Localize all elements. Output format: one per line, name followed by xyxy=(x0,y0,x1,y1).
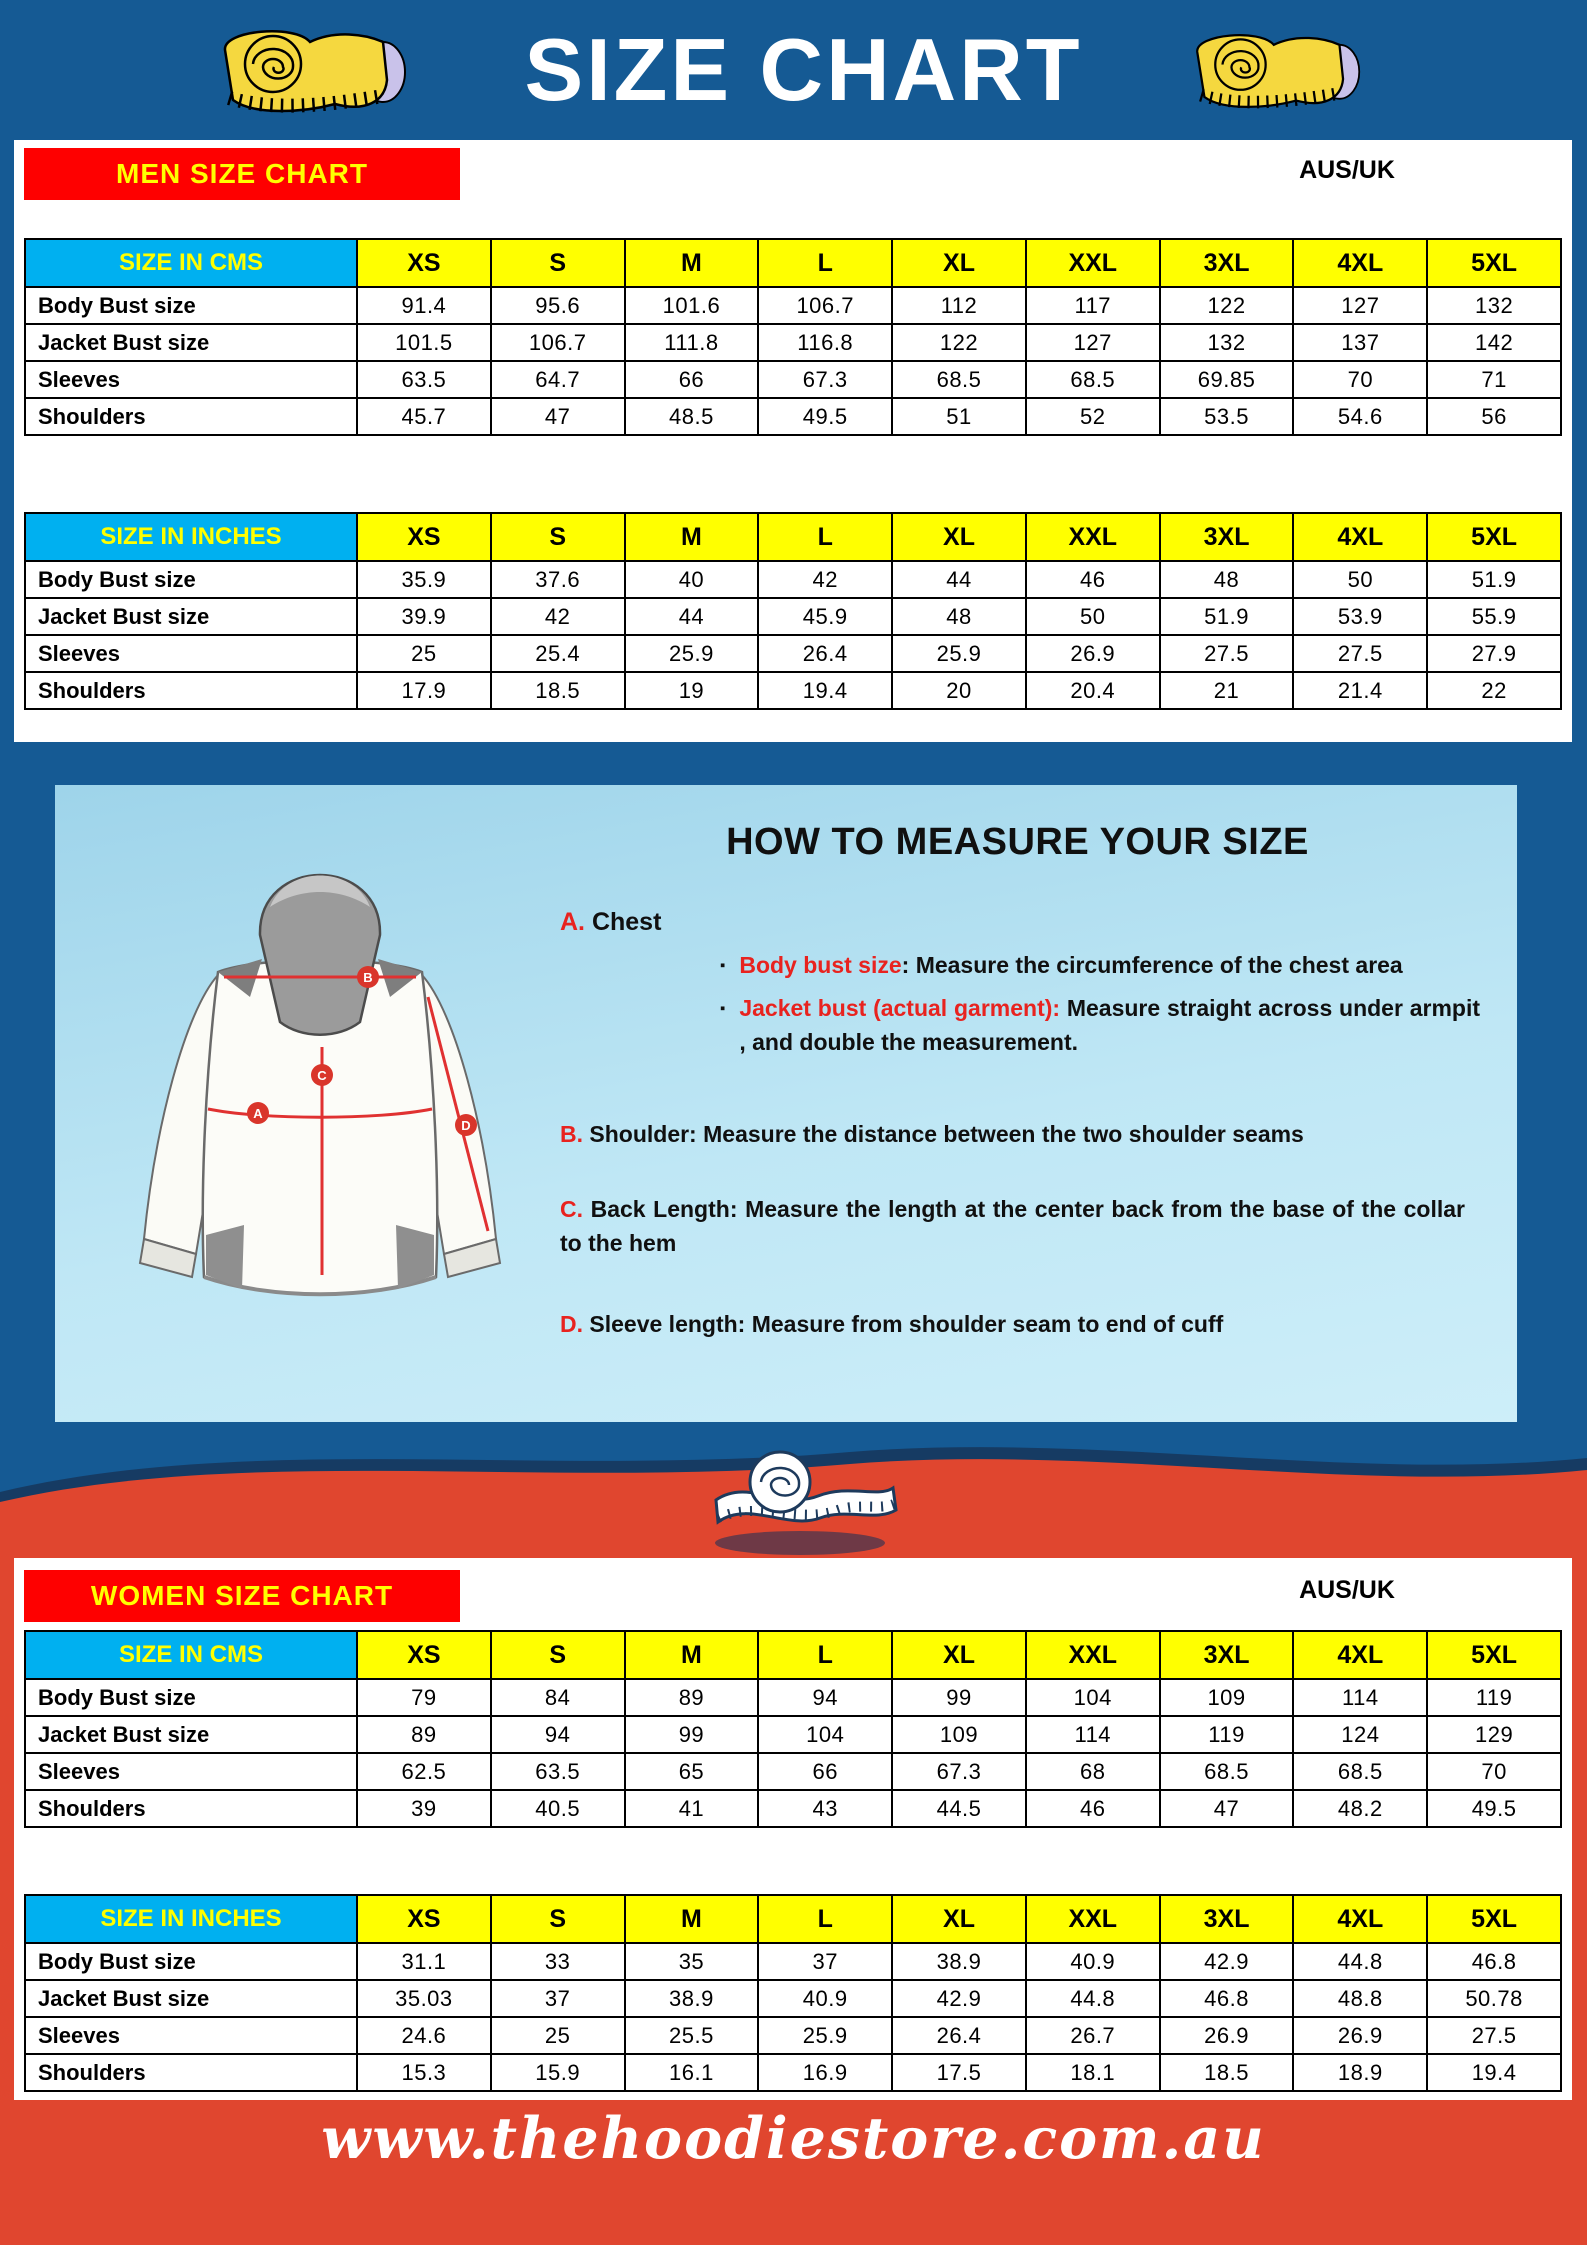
size-value: 20.4 xyxy=(1027,673,1159,708)
size-value: 26.9 xyxy=(1027,636,1159,671)
row-label: Sleeves xyxy=(26,636,356,671)
size-header: 4XL xyxy=(1294,1632,1426,1678)
letter-a: A. xyxy=(560,908,585,936)
size-value: 70 xyxy=(1428,1754,1560,1789)
size-header: 5XL xyxy=(1428,514,1560,560)
size-value: 99 xyxy=(893,1680,1025,1715)
size-value: 26.7 xyxy=(1027,2018,1159,2053)
size-header: XL xyxy=(893,1896,1025,1942)
size-value: 94 xyxy=(759,1680,891,1715)
women-cms-table xyxy=(24,1630,1562,1828)
size-value: 66 xyxy=(626,362,758,397)
size-value: 63.5 xyxy=(358,362,490,397)
men-chart-tag: MEN SIZE CHART xyxy=(24,148,460,200)
size-value: 25.5 xyxy=(626,2018,758,2053)
size-value: 44 xyxy=(626,599,758,634)
size-header: XXL xyxy=(1027,1632,1159,1678)
size-value: 40.5 xyxy=(492,1791,624,1826)
row-label: Sleeves xyxy=(26,362,356,397)
size-value: 56 xyxy=(1428,399,1560,434)
size-header: XS xyxy=(358,1632,490,1678)
size-value: 19.4 xyxy=(759,673,891,708)
size-value: 51 xyxy=(893,399,1025,434)
size-value: 18.5 xyxy=(1161,2055,1293,2090)
size-value: 27.5 xyxy=(1161,636,1293,671)
size-header: XXL xyxy=(1027,1896,1159,1942)
row-label: Shoulders xyxy=(26,1791,356,1826)
size-value: 19.4 xyxy=(1428,2055,1560,2090)
size-value: 21.4 xyxy=(1294,673,1426,708)
size-value: 44.8 xyxy=(1294,1944,1426,1979)
size-header: XS xyxy=(358,240,490,286)
size-value: 27.5 xyxy=(1428,2018,1560,2053)
website-url: www.thehoodiestore.com.au xyxy=(321,2105,1266,2172)
row-label: Sleeves xyxy=(26,2018,356,2053)
size-value: 124 xyxy=(1294,1717,1426,1752)
size-value: 46.8 xyxy=(1428,1944,1560,1979)
size-value: 129 xyxy=(1428,1717,1560,1752)
page-title: SIZE CHART xyxy=(524,20,1083,119)
bullet-body-bust: ▪ Body bust size: Measure the circumference of the chest area xyxy=(720,949,1480,982)
svg-text:B: B xyxy=(363,970,373,985)
size-header: XS xyxy=(358,514,490,560)
row-label: Jacket Bust size xyxy=(26,1717,356,1752)
size-value: 41 xyxy=(626,1791,758,1826)
size-value: 25 xyxy=(492,2018,624,2053)
size-value: 119 xyxy=(1161,1717,1293,1752)
row-label: Body Bust size xyxy=(26,1944,356,1979)
size-header: L xyxy=(759,1896,891,1942)
size-value: 67.3 xyxy=(759,362,891,397)
size-value: 42 xyxy=(759,562,891,597)
size-value: 50 xyxy=(1027,599,1159,634)
measure-item-back-length: C. Back Length: Measure the length at the center back from the base of the collar to the hem xyxy=(560,1195,1465,1257)
region-label: AUS/UK xyxy=(1299,156,1395,184)
size-value: 22 xyxy=(1428,673,1560,708)
size-value: 46 xyxy=(1027,562,1159,597)
size-value: 68.5 xyxy=(1294,1754,1426,1789)
size-header: 5XL xyxy=(1428,1632,1560,1678)
size-value: 127 xyxy=(1027,325,1159,360)
size-header: XL xyxy=(893,240,1025,286)
size-header: M xyxy=(626,240,758,286)
size-value: 68.5 xyxy=(1161,1754,1293,1789)
size-value: 114 xyxy=(1294,1680,1426,1715)
size-header: 5XL xyxy=(1428,240,1560,286)
size-value: 52 xyxy=(1027,399,1159,434)
size-value: 25 xyxy=(358,636,490,671)
svg-text:A: A xyxy=(253,1106,263,1121)
size-value: 25.9 xyxy=(759,2018,891,2053)
size-header: 4XL xyxy=(1294,1896,1426,1942)
size-value: 26.4 xyxy=(893,2018,1025,2053)
size-value: 69.85 xyxy=(1161,362,1293,397)
men-inches-table xyxy=(24,512,1562,710)
tape-measure-icon-left xyxy=(215,20,420,120)
size-value: 42.9 xyxy=(893,1981,1025,2016)
size-value: 44 xyxy=(893,562,1025,597)
size-value: 21 xyxy=(1161,673,1293,708)
size-value: 106.7 xyxy=(759,288,891,323)
unit-header: SIZE IN CMS xyxy=(26,240,356,286)
unit-header: SIZE IN CMS xyxy=(26,1632,356,1678)
size-value: 37.6 xyxy=(492,562,624,597)
size-value: 24.6 xyxy=(358,2018,490,2053)
size-value: 67.3 xyxy=(893,1754,1025,1789)
size-value: 119 xyxy=(1428,1680,1560,1715)
size-value: 122 xyxy=(1161,288,1293,323)
bullet-jacket-bust: ▪ Jacket bust (actual garment): Measure straight across under armpit , and double the measurement. xyxy=(720,992,1480,1059)
size-header: XL xyxy=(893,514,1025,560)
size-value: 45.7 xyxy=(358,399,490,434)
size-value: 109 xyxy=(1161,1680,1293,1715)
row-label: Shoulders xyxy=(26,399,356,434)
size-value: 89 xyxy=(626,1680,758,1715)
size-value: 38.9 xyxy=(626,1981,758,2016)
size-value: 95.6 xyxy=(492,288,624,323)
row-label: Shoulders xyxy=(26,2055,356,2090)
size-value: 33 xyxy=(492,1944,624,1979)
size-value: 48 xyxy=(1161,562,1293,597)
svg-text:C: C xyxy=(317,1068,327,1083)
size-value: 38.9 xyxy=(893,1944,1025,1979)
size-value: 62.5 xyxy=(358,1754,490,1789)
size-header: 4XL xyxy=(1294,514,1426,560)
size-header: XL xyxy=(893,1632,1025,1678)
size-header: 3XL xyxy=(1161,514,1293,560)
size-value: 132 xyxy=(1161,325,1293,360)
row-label: Jacket Bust size xyxy=(26,325,356,360)
size-value: 35.03 xyxy=(358,1981,490,2016)
unit-header: SIZE IN INCHES xyxy=(26,1896,356,1942)
size-value: 25.4 xyxy=(492,636,624,671)
size-value: 35.9 xyxy=(358,562,490,597)
measure-item-shoulder: B. Shoulder: Measure the distance between the two shoulder seams xyxy=(560,1121,1304,1148)
size-value: 48 xyxy=(893,599,1025,634)
size-value: 37 xyxy=(492,1981,624,2016)
size-header: 3XL xyxy=(1161,1896,1293,1942)
size-value: 42 xyxy=(492,599,624,634)
size-header: M xyxy=(626,514,758,560)
size-header: S xyxy=(492,240,624,286)
women-chart-tag: WOMEN SIZE CHART xyxy=(24,1570,460,1622)
size-header: 4XL xyxy=(1294,240,1426,286)
size-value: 17.5 xyxy=(893,2055,1025,2090)
row-label: Shoulders xyxy=(26,673,356,708)
size-value: 53.9 xyxy=(1294,599,1426,634)
size-value: 46.8 xyxy=(1161,1981,1293,2016)
size-value: 42.9 xyxy=(1161,1944,1293,1979)
size-header: M xyxy=(626,1632,758,1678)
size-header: 5XL xyxy=(1428,1896,1560,1942)
size-value: 104 xyxy=(759,1717,891,1752)
size-value: 51.9 xyxy=(1161,599,1293,634)
size-value: 44.5 xyxy=(893,1791,1025,1826)
page-header xyxy=(0,0,1587,140)
size-value: 122 xyxy=(893,325,1025,360)
size-value: 112 xyxy=(893,288,1025,323)
size-value: 17.9 xyxy=(358,673,490,708)
size-value: 99 xyxy=(626,1717,758,1752)
size-header: L xyxy=(759,240,891,286)
size-value: 40.9 xyxy=(1027,1944,1159,1979)
size-value: 68 xyxy=(1027,1754,1159,1789)
size-value: 66 xyxy=(759,1754,891,1789)
size-value: 70 xyxy=(1294,362,1426,397)
size-value: 39 xyxy=(358,1791,490,1826)
row-label: Jacket Bust size xyxy=(26,599,356,634)
size-value: 45.9 xyxy=(759,599,891,634)
measure-instructions xyxy=(560,785,1480,1341)
size-value: 50 xyxy=(1294,562,1426,597)
row-label: Body Bust size xyxy=(26,288,356,323)
size-value: 27.9 xyxy=(1428,636,1560,671)
size-value: 51.9 xyxy=(1428,562,1560,597)
size-value: 16.1 xyxy=(626,2055,758,2090)
size-value: 64.7 xyxy=(492,362,624,397)
bullet-square-icon: ▪ xyxy=(720,957,726,974)
size-value: 25.9 xyxy=(893,636,1025,671)
size-value: 53.5 xyxy=(1161,399,1293,434)
size-value: 68.5 xyxy=(893,362,1025,397)
measure-section-a xyxy=(560,908,1475,937)
size-header: XXL xyxy=(1027,240,1159,286)
size-value: 18.1 xyxy=(1027,2055,1159,2090)
size-value: 43 xyxy=(759,1791,891,1826)
size-value: 71 xyxy=(1428,362,1560,397)
size-value: 101.6 xyxy=(626,288,758,323)
size-value: 101.5 xyxy=(358,325,490,360)
size-value: 49.5 xyxy=(759,399,891,434)
size-header: XS xyxy=(358,1896,490,1942)
size-value: 65 xyxy=(626,1754,758,1789)
size-value: 142 xyxy=(1428,325,1560,360)
size-value: 127 xyxy=(1294,288,1426,323)
men-cms-table xyxy=(24,238,1562,436)
size-value: 46 xyxy=(1027,1791,1159,1826)
bullet-square-icon: ▪ xyxy=(720,1000,726,1018)
size-value: 54.6 xyxy=(1294,399,1426,434)
size-value: 18.9 xyxy=(1294,2055,1426,2090)
size-value: 94 xyxy=(492,1717,624,1752)
size-value: 68.5 xyxy=(1027,362,1159,397)
size-value: 26.4 xyxy=(759,636,891,671)
size-value: 137 xyxy=(1294,325,1426,360)
how-to-measure-panel xyxy=(55,785,1517,1422)
size-value: 31.1 xyxy=(358,1944,490,1979)
size-value: 25.9 xyxy=(626,636,758,671)
men-size-chart-panel xyxy=(14,140,1572,742)
section-a-bullets xyxy=(720,949,1480,1059)
svg-text:D: D xyxy=(461,1118,471,1133)
women-inches-table xyxy=(24,1894,1562,2092)
size-value: 79 xyxy=(358,1680,490,1715)
size-value: 63.5 xyxy=(492,1754,624,1789)
size-value: 18.5 xyxy=(492,673,624,708)
size-value: 26.9 xyxy=(1161,2018,1293,2053)
size-value: 44.8 xyxy=(1027,1981,1159,2016)
size-value: 104 xyxy=(1027,1680,1159,1715)
row-label: Body Bust size xyxy=(26,562,356,597)
size-value: 116.8 xyxy=(759,325,891,360)
size-value: 26.9 xyxy=(1294,2018,1426,2053)
region-label: AUS/UK xyxy=(1299,1576,1395,1604)
size-value: 20 xyxy=(893,673,1025,708)
size-header: 3XL xyxy=(1161,1632,1293,1678)
tape-measure-icon-middle xyxy=(688,1438,903,1563)
size-value: 48.8 xyxy=(1294,1981,1426,2016)
size-value: 49.5 xyxy=(1428,1791,1560,1826)
unit-header: SIZE IN INCHES xyxy=(26,514,356,560)
size-header: 3XL xyxy=(1161,240,1293,286)
size-value: 37 xyxy=(759,1944,891,1979)
size-value: 91.4 xyxy=(358,288,490,323)
size-header: L xyxy=(759,1632,891,1678)
jacket-back-diagram xyxy=(100,807,540,1392)
size-value: 55.9 xyxy=(1428,599,1560,634)
size-value: 15.9 xyxy=(492,2055,624,2090)
size-value: 47 xyxy=(1161,1791,1293,1826)
size-header: L xyxy=(759,514,891,560)
size-value: 39.9 xyxy=(358,599,490,634)
size-value: 114 xyxy=(1027,1717,1159,1752)
size-value: 109 xyxy=(893,1717,1025,1752)
row-label: Sleeves xyxy=(26,1754,356,1789)
size-value: 19 xyxy=(626,673,758,708)
size-value: 132 xyxy=(1428,288,1560,323)
measure-title: HOW TO MEASURE YOUR SIZE xyxy=(726,821,1309,863)
row-label: Body Bust size xyxy=(26,1680,356,1715)
size-value: 89 xyxy=(358,1717,490,1752)
size-value: 48.5 xyxy=(626,399,758,434)
section-a-heading: Chest xyxy=(591,908,662,936)
size-value: 48.2 xyxy=(1294,1791,1426,1826)
size-value: 16.9 xyxy=(759,2055,891,2090)
size-header: S xyxy=(492,514,624,560)
size-header: S xyxy=(492,1632,624,1678)
tape-measure-icon-right xyxy=(1188,25,1373,115)
size-value: 40 xyxy=(626,562,758,597)
size-value: 47 xyxy=(492,399,624,434)
measure-item-sleeve-length: D. Sleeve length: Measure from shoulder seam to end of cuff xyxy=(560,1310,1224,1337)
size-header: XXL xyxy=(1027,514,1159,560)
size-header: S xyxy=(492,1896,624,1942)
women-size-chart-panel xyxy=(14,1558,1572,2100)
size-value: 27.5 xyxy=(1294,636,1426,671)
size-value: 117 xyxy=(1027,288,1159,323)
row-label: Jacket Bust size xyxy=(26,1981,356,2016)
size-value: 15.3 xyxy=(358,2055,490,2090)
size-value: 84 xyxy=(492,1680,624,1715)
size-value: 111.8 xyxy=(626,325,758,360)
size-header: M xyxy=(626,1896,758,1942)
size-value: 35 xyxy=(626,1944,758,1979)
size-value: 50.78 xyxy=(1428,1981,1560,2016)
size-value: 106.7 xyxy=(492,325,624,360)
size-value: 40.9 xyxy=(759,1981,891,2016)
